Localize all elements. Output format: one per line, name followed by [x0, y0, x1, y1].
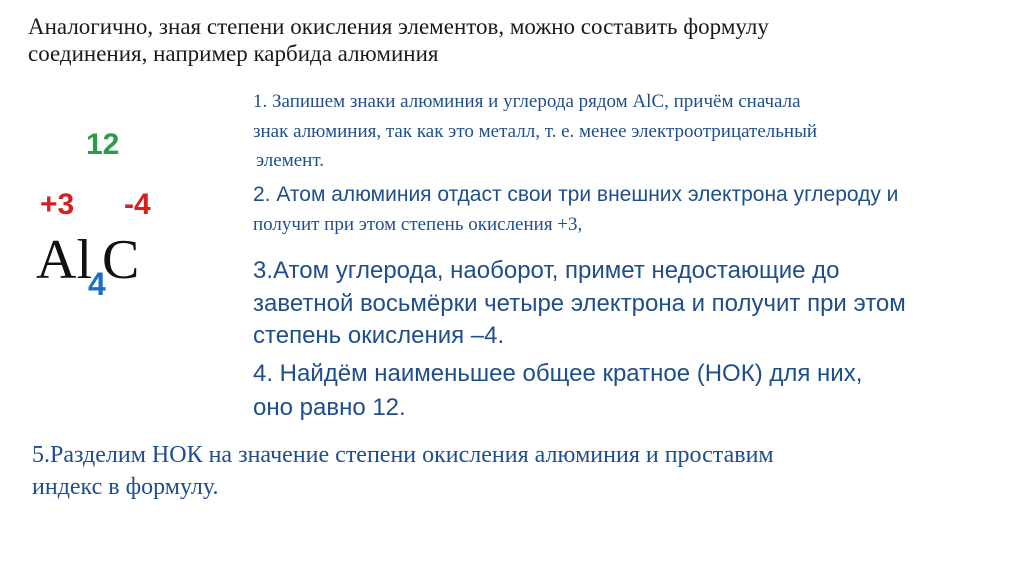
- symbol-aluminium: Al: [36, 229, 92, 291]
- intro-line-2: соединения, например карбида алюминия: [28, 41, 439, 66]
- step-5-line-2: индекс в формулу.: [32, 474, 219, 500]
- step-3-line-2: заветной восьмёрки четыре электрона и получит при этом: [253, 290, 906, 317]
- oxidation-state-carbon: -4: [124, 188, 151, 221]
- oxidation-state-aluminium: +3: [40, 188, 75, 221]
- step-4-line-1: 4. Найдём наименьшее общее кратное (НОК) для них,: [253, 360, 863, 387]
- symbol-carbon: C: [102, 229, 140, 291]
- lcm-value: 12: [86, 128, 120, 161]
- step-2-line-2: получит при этом степень окисления +3,: [253, 214, 583, 235]
- step-4-line-2: оно равно 12.: [253, 394, 406, 421]
- intro-line-1: Аналогично, зная степени окисления элементов, можно составить формулу: [28, 14, 769, 39]
- step-1-line-3: элемент.: [256, 150, 324, 171]
- step-3-line-3: степень окисления –4.: [253, 322, 505, 349]
- step-3-line-1: 3.Атом углерода, наоборот, примет недостающие до: [253, 257, 840, 284]
- step-2-line-1: 2. Атом алюминия отдаст свои три внешних электрона углероду и: [253, 183, 899, 206]
- step-5-line-1: 5.Разделим НОК на значение степени окисления алюминия и проставим: [32, 442, 774, 468]
- step-1-line-1: 1. Запишем знаки алюминия и углерода рядом AlC, причём сначала: [253, 91, 801, 112]
- step-1-line-2: знак алюминия, так как это металл, т. е. менее электроотрицательный: [253, 121, 818, 142]
- aluminium-index: 4: [88, 266, 106, 302]
